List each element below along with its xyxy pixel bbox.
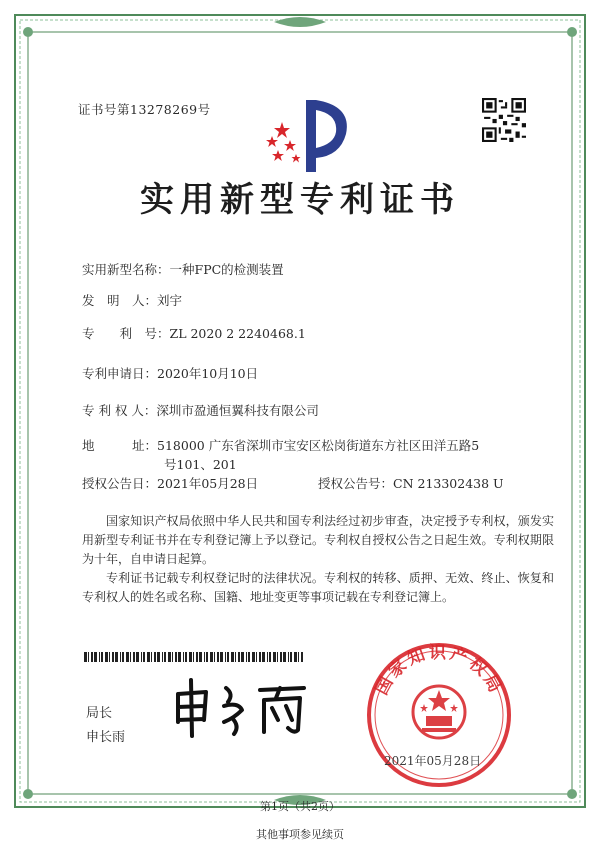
field-value: 2021年05月28日 bbox=[157, 476, 259, 491]
qr-code bbox=[482, 98, 526, 142]
field-publication-date bbox=[82, 474, 258, 492]
barcode-bar bbox=[241, 652, 244, 662]
director-signature bbox=[168, 672, 318, 742]
barcode-bar bbox=[168, 652, 171, 662]
field-value: 2020年10月10日 bbox=[157, 366, 259, 381]
barcode-bar bbox=[238, 652, 240, 662]
barcode-bar bbox=[256, 652, 257, 662]
field-value: 一种FPC的检测装置 bbox=[169, 262, 284, 277]
field-label: 发 明 人： bbox=[82, 293, 158, 308]
barcode-bar bbox=[91, 652, 93, 662]
barcode-bar bbox=[151, 652, 152, 662]
barcode-bar bbox=[99, 652, 100, 662]
barcode-bar bbox=[290, 652, 292, 662]
barcode-bar bbox=[185, 652, 187, 662]
barcode-bar bbox=[115, 652, 118, 662]
field-value: 刘宇 bbox=[157, 293, 183, 308]
field-label: 授权公告日： bbox=[82, 476, 158, 491]
barcode-bar bbox=[277, 652, 278, 662]
field-patent-number bbox=[82, 324, 306, 342]
field-label: 专 利 权 人： bbox=[82, 403, 157, 418]
barcode-bar bbox=[248, 652, 250, 662]
field-label: 实用新型名称： bbox=[82, 262, 170, 277]
barcode-bar bbox=[147, 652, 150, 662]
barcode-bar bbox=[84, 652, 87, 662]
barcode-bar bbox=[154, 652, 156, 662]
barcode-bar bbox=[262, 652, 265, 662]
director-name: 申长雨 bbox=[86, 730, 126, 745]
barcode-bar bbox=[259, 652, 261, 662]
barcode-bar bbox=[143, 652, 145, 662]
field-label: 专 利 号： bbox=[82, 326, 170, 341]
barcode-bar bbox=[183, 652, 184, 662]
barcode-bar bbox=[122, 652, 124, 662]
seal-text: 国家知识产权局 bbox=[371, 642, 507, 699]
barcode-bar bbox=[136, 652, 139, 662]
barcode bbox=[84, 652, 304, 662]
field-inventor bbox=[82, 291, 182, 309]
barcode-bar bbox=[196, 652, 198, 662]
barcode-bar bbox=[269, 652, 271, 662]
barcode-bar bbox=[214, 652, 215, 662]
barcode-bar bbox=[162, 652, 163, 662]
barcode-bar bbox=[231, 652, 234, 662]
barcode-bar bbox=[298, 652, 299, 662]
barcode-bar bbox=[288, 652, 289, 662]
barcode-bar bbox=[101, 652, 103, 662]
barcode-bar bbox=[164, 652, 166, 662]
field-address bbox=[82, 436, 479, 454]
barcode-bar bbox=[193, 652, 194, 662]
field-label: 地 址： bbox=[82, 438, 158, 453]
certificate-number: 证书号第13278269号 bbox=[78, 102, 211, 117]
barcode-bar bbox=[267, 652, 268, 662]
director-title: 局长 bbox=[86, 706, 113, 721]
barcode-bar bbox=[130, 652, 131, 662]
field-value: CN 213302438 U bbox=[393, 476, 504, 491]
barcode-bar bbox=[141, 652, 142, 662]
field-label: 专利申请日： bbox=[82, 366, 158, 381]
barcode-bar bbox=[294, 652, 297, 662]
patent-office-emblem bbox=[262, 92, 362, 174]
barcode-bar bbox=[88, 652, 89, 662]
barcode-bar bbox=[133, 652, 135, 662]
barcode-bar bbox=[199, 652, 202, 662]
field-utility-model-name bbox=[82, 260, 284, 278]
barcode-bar bbox=[120, 652, 121, 662]
barcode-bar bbox=[94, 652, 97, 662]
barcode-bar bbox=[109, 652, 110, 662]
barcode-bar bbox=[246, 652, 247, 662]
barcode-bar bbox=[227, 652, 229, 662]
barcode-bar bbox=[283, 652, 286, 662]
barcode-bar bbox=[178, 652, 181, 662]
barcode-bar bbox=[252, 652, 255, 662]
barcode-bar bbox=[273, 652, 276, 662]
legal-status-note: 专利证书记载专利权登记时的法律状况。专利权的转移、质押、无效、终止、恢复和专利权人的姓名或名称、国籍、地址变更等事项记载在专利登记簿上。 bbox=[82, 571, 554, 604]
barcode-bar bbox=[206, 652, 208, 662]
field-address-line2: 号101、201 bbox=[164, 457, 237, 472]
barcode-bar bbox=[217, 652, 219, 662]
barcode-bar bbox=[172, 652, 173, 662]
grant-statement: 国家知识产权局依照中华人民共和国专利法经过初步审查，决定授予专利权，颁发实用新型专利证书并在专利登记簿上予以登记。专利权自授权公告之日起生效。专利权期限为十年，自申请日起算。 bbox=[82, 514, 554, 566]
barcode-bar bbox=[157, 652, 160, 662]
barcode-bar bbox=[301, 652, 303, 662]
field-label: 授权公告号： bbox=[318, 476, 394, 491]
field-application-date bbox=[82, 364, 258, 382]
barcode-bar bbox=[204, 652, 205, 662]
certificate-title: 实用新型专利证书 bbox=[140, 180, 460, 220]
field-value: 518000 广东省深圳市宝安区松岗街道东方社区田洋五路5 bbox=[157, 438, 480, 453]
barcode-bar bbox=[126, 652, 129, 662]
seal-date: 2021年05月28日 bbox=[384, 754, 482, 768]
field-value: ZL 2020 2 2240468.1 bbox=[169, 326, 306, 341]
barcode-bar bbox=[210, 652, 213, 662]
barcode-bar bbox=[112, 652, 114, 662]
barcode-bar bbox=[105, 652, 108, 662]
field-patentee bbox=[82, 401, 319, 419]
barcode-bar bbox=[225, 652, 226, 662]
page-indicator: 第1页（共2页） bbox=[260, 800, 340, 813]
barcode-bar bbox=[189, 652, 192, 662]
barcode-bar bbox=[235, 652, 236, 662]
footer-note: 其他事项参见续页 bbox=[256, 828, 344, 841]
barcode-bar bbox=[220, 652, 223, 662]
barcode-bar bbox=[280, 652, 282, 662]
field-value: 深圳市盈通恒翼科技有限公司 bbox=[156, 403, 319, 418]
barcode-bar bbox=[175, 652, 177, 662]
field-publication-number bbox=[318, 474, 504, 492]
